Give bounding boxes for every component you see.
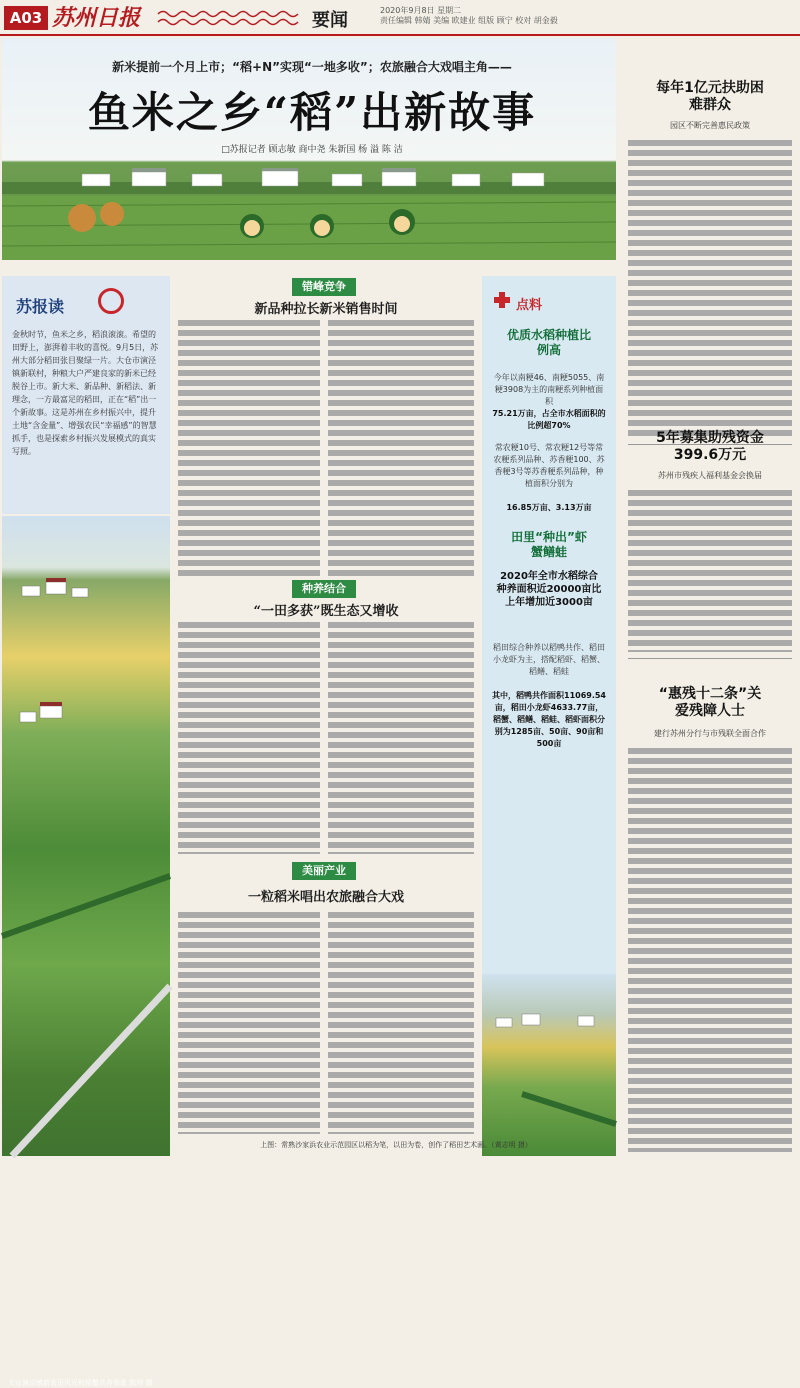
article-text-col4 xyxy=(328,620,474,854)
highlight-title-1: 优质水稻种植比例高 xyxy=(506,328,591,357)
right-article-1-text xyxy=(628,138,792,438)
village-photo-details xyxy=(482,974,616,1156)
right-article-1-title: 每年1亿元扶助困难群众 xyxy=(656,80,764,113)
data-highlight-panel xyxy=(482,276,616,1156)
right-article-2-text xyxy=(628,488,792,652)
hero-title: 鱼米之乡“稻”出新故事 xyxy=(87,88,537,137)
right-article-1-sub: 园区不断完善惠民政策 xyxy=(670,121,750,130)
article-text-col2 xyxy=(328,318,474,576)
article-text-col3 xyxy=(178,620,320,854)
hero-byline: □苏报记者 顾志敏 商中尧 朱新国 杨 溢 陈 洁 xyxy=(221,145,403,155)
section-subhead-3: 一粒稻米唱出农旅融合大戏 xyxy=(247,890,404,905)
highlight-text-3: 稻田综合种养以稻鸭共作、稻田小龙虾为主，搭配稻虾、稻蟹、稻鳝、稻蛙 xyxy=(493,643,605,676)
main-article xyxy=(174,276,478,1156)
article-text-col5 xyxy=(178,910,320,1134)
right-article-2-title: 5年募集助残资金399.6万元 xyxy=(656,430,764,463)
divider xyxy=(628,658,792,659)
section-tag-1: 错峰竞争 xyxy=(292,278,356,296)
highlight-text-1: 今年以南粳46、南粳5055、南粳3908为主的南粳系列种植面积 xyxy=(493,373,605,406)
article-text-col6 xyxy=(328,910,474,1134)
right-article-3-sub: 建行苏州分行与市残联全面合作 xyxy=(654,729,766,738)
hero-kicker: 新米提前一个月上市；“稻+N”实现“一地多收”；农旅融合大戏唱主角—— xyxy=(112,60,512,74)
section-subhead-2: “一田多获”既生态又增收 xyxy=(253,604,399,619)
hero-banner xyxy=(2,38,616,260)
highlight-title-2: 田里“种出”虾蟹鳝蛙 xyxy=(511,530,587,559)
highlight-figure-2: 16.85万亩、3.13万亩 xyxy=(506,503,592,512)
subao-logo: 苏报读 xyxy=(16,297,65,316)
page-number: A03 xyxy=(4,6,48,30)
section-title: 要闻 xyxy=(312,10,348,31)
right-column xyxy=(622,40,798,1156)
editors-line: 责任编辑 韩婧 美编 欧建业 组版 顾宁 校对 胡金毅 xyxy=(380,16,558,25)
intro-paragraph: 金秋时节，鱼米之乡，稻浪滚滚。希望的田野上，澎湃着丰收的喜悦。9月5日，苏州大部分稻田张目聚绿一片。大仓市演泾镇新联村，种粮大户严建良家的新米已经脱谷上市。新大米、新品种、新稻法、新理念，一方最富足的稻田，正在“稻”出一个新故事。这是苏州在乡村振兴中，提升土地“含金量”、增强农民“幸福感”的智慧抓手，也是探索乡村振兴发展模式的真实写照。 xyxy=(12,330,159,456)
village-illustration xyxy=(2,168,616,194)
highlight-stat: 2020年全市水稻综合种养面积近20000亩比上年增加近3000亩 xyxy=(496,571,602,608)
wave-ornament-icon xyxy=(158,8,298,28)
date-line: 2020年9月8日 星期二 xyxy=(380,6,462,15)
photo-details xyxy=(2,516,170,1156)
section-tag-2: 种养结合 xyxy=(292,580,356,598)
right-article-3-text xyxy=(628,746,792,1152)
photo-caption: 太仓演泾镇新农田风光和稻蟹共养景象 陈珍 摄 xyxy=(8,1379,153,1387)
highlight-figure-1: 75.21万亩，占全市水稻面积的比例超70% xyxy=(492,409,606,430)
right-article-3-title: “惠残十二条”关爱残障人士 xyxy=(658,686,762,719)
rice-field-art xyxy=(2,196,616,260)
article-text-col1 xyxy=(178,318,320,576)
photo-footer-caption: 上图：常熟沙家浜农业示范园区以稻为笔，以田为卷，创作了稻田艺术画。（黄志明 摄） xyxy=(260,1141,532,1149)
highlight-figure-3: 其中，稻鸭共作面积11069.54亩，稻田小龙虾4633.77亩，稻蟹、稻鳝、稻蛙、稻虾面积分别为1285亩、50亩、90亩和500亩 xyxy=(492,691,607,748)
plus-icon xyxy=(494,292,510,308)
aerial-photo xyxy=(2,516,170,1387)
left-column xyxy=(2,276,170,1387)
intro-box xyxy=(2,276,170,514)
section-tag-3: 美丽产业 xyxy=(292,862,356,880)
highlight-text-2: 常农粳10号、常农粳12号等常农粳系列品种、苏香粳100、苏香粳3号等苏香粳系列品种，种植面积分别为 xyxy=(493,443,605,488)
highlight-tag: 点料 xyxy=(516,298,543,313)
editor-meta xyxy=(380,6,580,26)
target-icon xyxy=(98,288,124,314)
village-photo xyxy=(482,974,616,1156)
section-subhead-1: 新品种拉长新米销售时间 xyxy=(254,302,398,317)
newspaper-logo: 苏州日报 xyxy=(52,5,141,31)
right-article-2-sub: 苏州市残疾人福利基金会换届 xyxy=(658,471,762,480)
